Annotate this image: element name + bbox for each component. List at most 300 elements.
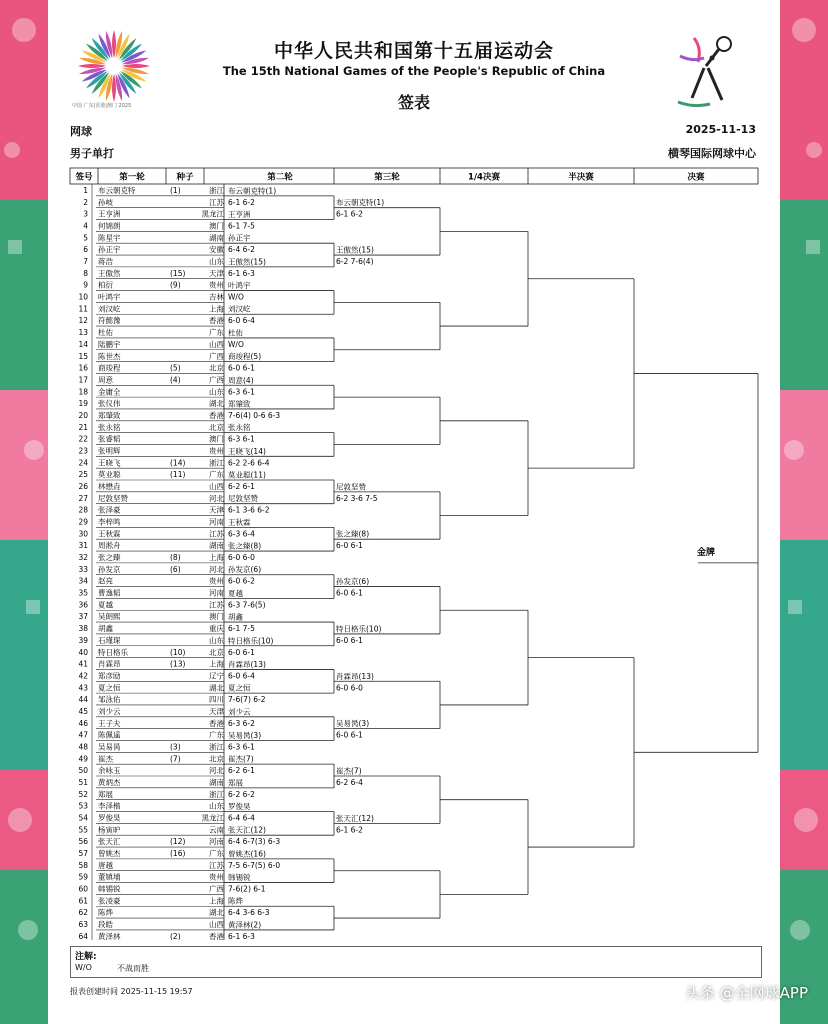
round1-player: 吴朗熙	[98, 612, 121, 622]
round1-player: 蒋浩	[98, 257, 113, 267]
draw-position: 13	[78, 328, 88, 338]
seed-number: (10)	[170, 647, 186, 657]
round2-score: 6-3 7-6(5)	[228, 600, 266, 610]
round2-winner: 张天汇(12)	[228, 825, 266, 835]
draw-position: 20	[78, 410, 88, 420]
draw-position: 19	[78, 399, 88, 409]
player-province: 黑龙江	[201, 209, 224, 219]
notes-box	[70, 946, 762, 978]
round1-player: 布云朝克特	[98, 186, 136, 195]
player-province: 浙江	[209, 789, 224, 799]
draw-position: 34	[78, 576, 88, 586]
draw-position: 54	[78, 813, 88, 823]
seed-number: (6)	[170, 564, 181, 574]
round1-player: 黄泽林	[98, 931, 121, 940]
player-province: 河南	[209, 517, 224, 527]
column-header-r3: 第三轮	[374, 172, 400, 183]
draw-bracket	[48, 0, 780, 940]
round2-winner: 莫业聪(11)	[228, 470, 266, 480]
player-province: 上海	[209, 659, 224, 669]
round3-score: 6-0 6-0	[336, 683, 363, 693]
seed-number: (8)	[170, 553, 181, 563]
player-province: 广西	[209, 375, 224, 385]
notes-value: 不战而胜	[117, 964, 149, 973]
draw-position: 57	[78, 849, 88, 859]
round2-score: 6-0 6-2	[228, 576, 255, 586]
round2-winner: 王秋霖	[228, 517, 251, 527]
round1-player: 张明辉	[98, 446, 121, 456]
round2-winner: 特日格乐(10)	[228, 636, 274, 646]
round2-winner: 陈烨	[228, 896, 243, 906]
round1-player: 郑展	[98, 789, 113, 799]
round1-player: 罗俊昊	[98, 813, 121, 823]
round2-winner: 张永铭	[228, 423, 251, 433]
column-header-r1: 第一轮	[119, 172, 145, 183]
round1-player: 陈世杰	[98, 351, 121, 361]
player-province: 山东	[209, 801, 224, 811]
round2-winner: 孙正宇	[228, 233, 251, 243]
player-province: 湖北	[209, 908, 224, 918]
round1-player: 莫业聪	[98, 470, 121, 480]
seed-number: (16)	[170, 849, 186, 859]
sport-label: 网球	[70, 125, 92, 138]
round2-winner: 尼敦坚赞	[228, 494, 258, 504]
round2-winner: 王晓飞(14)	[228, 446, 266, 456]
round1-player: 尼敦坚赞	[98, 493, 128, 503]
player-province: 天津	[209, 706, 224, 716]
draw-position: 42	[78, 671, 88, 681]
draw-position: 8	[83, 268, 88, 278]
seed-number: (4)	[170, 375, 181, 385]
seed-number: (14)	[170, 458, 186, 468]
seed-number: (1)	[170, 186, 181, 195]
round2-winner: 黄泽林(2)	[228, 920, 262, 930]
draw-position: 11	[78, 304, 88, 314]
round3-winner: 张之臻(8)	[336, 529, 370, 539]
round2-score: 6-0 6-4	[228, 671, 255, 681]
draw-position: 25	[78, 470, 88, 480]
round2-score: 6-3 6-1	[228, 742, 255, 752]
round1-player: 郑肇致	[98, 410, 121, 420]
player-province: 广东	[209, 470, 224, 480]
round2-score: 6-3 6-4	[228, 529, 255, 539]
draw-position: 22	[78, 434, 88, 444]
draw-position: 50	[78, 766, 88, 776]
round1-player: 余咏玉	[98, 766, 121, 776]
round1-player: 刘汉屹	[98, 304, 121, 314]
round1-player: 李梓鸣	[98, 517, 121, 527]
round2-winner: 张之臻(8)	[228, 541, 262, 551]
round2-score: 6-0 6-0	[228, 553, 255, 563]
round1-player: 石瑾琛	[98, 635, 121, 645]
draw-position: 48	[78, 742, 88, 752]
round2-score: 7-6(7) 6-2	[228, 695, 266, 705]
round1-player: 夏之恒	[98, 683, 121, 693]
draw-position: 6	[83, 245, 88, 255]
draw-position: 46	[78, 718, 88, 728]
round1-player: 韩锡锐	[98, 884, 121, 894]
player-province: 河南	[209, 588, 224, 598]
draw-position: 37	[78, 612, 88, 622]
round1-player: 周淞舟	[98, 541, 121, 551]
round2-score: 6-3 6-2	[228, 718, 255, 728]
seed-number: (12)	[170, 837, 186, 847]
round2-winner: 韩锡锐	[228, 873, 251, 883]
player-province: 广西	[209, 351, 224, 361]
player-province: 北京	[209, 422, 224, 432]
round3-score: 6-0 6-1	[336, 635, 363, 645]
player-province: 江苏	[209, 197, 224, 207]
draw-position: 14	[78, 339, 88, 349]
draw-position: 2	[83, 197, 88, 207]
draw-position: 24	[78, 458, 88, 468]
notes-title: 注解:	[75, 952, 97, 962]
player-province: 四川	[209, 695, 224, 705]
round2-score: 7-6(4) 0-6 6-3	[228, 410, 281, 420]
draw-position: 32	[78, 553, 88, 563]
round1-player: 李泽楷	[98, 801, 121, 811]
round2-score: 6-1 6-2	[228, 197, 255, 207]
player-province: 浙江	[209, 458, 224, 468]
draw-position: 44	[78, 695, 88, 705]
round1-player: 董镇埔	[98, 872, 121, 882]
right-band-pattern	[780, 0, 828, 1024]
draw-position: 12	[78, 316, 88, 326]
report-created-time: 报表创建时间 2025-11-15 19:57	[70, 987, 193, 996]
draw-position: 17	[78, 375, 88, 385]
round1-player: 肖霖昂	[98, 659, 121, 669]
right-decorative-band	[780, 0, 828, 1024]
player-province: 山西	[209, 339, 224, 349]
round1-player: 陈星宇	[98, 233, 121, 243]
round1-player: 吴易昺	[98, 742, 121, 752]
column-header-f: 决赛	[687, 172, 705, 183]
round2-score: 6-4 3-6 6-3	[228, 908, 270, 918]
player-province: 天津	[209, 505, 224, 515]
event-label: 男子单打	[70, 147, 114, 160]
player-province: 香港	[209, 316, 224, 326]
draw-position: 21	[78, 422, 88, 432]
seed-number: (13)	[170, 659, 186, 669]
draw-position: 63	[78, 920, 88, 930]
round2-score: 6-1 6-3	[228, 931, 255, 940]
round1-player: 陈烨	[98, 908, 113, 918]
round1-player: 叶鸿宇	[98, 292, 121, 302]
round2-score: 6-4 6-4	[228, 813, 255, 823]
column-header-sf: 半决赛	[568, 172, 594, 183]
player-province: 北京	[209, 647, 224, 657]
player-province: 澳门	[209, 434, 224, 444]
round1-player: 周意	[98, 375, 113, 385]
seed-number: (5)	[170, 363, 181, 373]
round2-score: 6-1 7-5	[228, 221, 255, 231]
draw-position: 5	[83, 233, 88, 243]
draw-position: 53	[78, 801, 88, 811]
round2-score: 6-0 6-4	[228, 316, 255, 326]
notes-key: W/O	[75, 963, 92, 972]
round1-player: 张永铭	[98, 422, 121, 432]
draw-position: 62	[78, 908, 88, 918]
round1-player: 王子夫	[98, 718, 121, 728]
round1-player: 黄炳杰	[98, 778, 121, 787]
draw-sheet	[48, 0, 780, 1024]
round2-winner: 刘汉屹	[228, 304, 251, 314]
player-province: 浙江	[209, 186, 224, 195]
round2-score: 6-4 6-7(3) 6-3	[228, 837, 281, 847]
round2-score: 6-1 6-3	[228, 268, 255, 278]
round1-player: 崔杰	[98, 754, 113, 764]
seed-number: (2)	[170, 931, 181, 940]
round3-winner: 特日格乐(10)	[336, 624, 382, 634]
round2-score: 6-2 6-1	[228, 766, 255, 776]
round2-winner: 夏越	[228, 588, 243, 598]
venue-label: 横琴国际网球中心	[668, 147, 756, 160]
player-province: 上海	[209, 896, 224, 906]
draw-position: 59	[78, 872, 88, 882]
player-province: 浙江	[209, 742, 224, 752]
player-province: 河北	[209, 493, 224, 503]
draw-position: 29	[78, 517, 88, 527]
seed-number: (9)	[170, 280, 181, 290]
round2-winner: 郑肇致	[228, 399, 251, 409]
player-province: 江苏	[209, 860, 224, 870]
player-province: 吉林	[209, 292, 224, 302]
player-province: 湖北	[209, 683, 224, 693]
column-header-row	[70, 168, 758, 184]
player-province: 广东	[209, 328, 224, 338]
player-province: 安徽	[209, 245, 224, 255]
round1-player: 曾姚杰	[98, 849, 121, 859]
round1-player: 张天汇	[98, 837, 121, 847]
seed-number: (15)	[170, 268, 186, 278]
player-province: 辽宁	[209, 671, 224, 681]
left-decorative-band	[0, 0, 48, 1024]
round2-winner: 夏之恒	[228, 683, 251, 693]
round1-player: 唐越	[98, 860, 113, 870]
draw-position: 27	[78, 493, 88, 503]
round2-score: 6-4 6-2	[228, 245, 255, 255]
round3-score: 6-1 6-2	[336, 209, 363, 219]
player-province: 湖北	[209, 399, 224, 409]
round1-player: 张凌豪	[98, 896, 121, 906]
round3-winner: 孙发京(6)	[336, 577, 370, 587]
player-province: 山东	[209, 387, 224, 397]
round2-score: 7-6(2) 6-1	[228, 884, 266, 894]
round1-player: 张泽豪	[98, 505, 121, 515]
draw-position: 64	[78, 931, 88, 940]
column-header-qf: 1/4决赛	[468, 172, 500, 183]
round2-winner: 吴易昺(3)	[228, 730, 262, 740]
round1-player: 孙发京	[98, 564, 121, 574]
round2-winner: 布云朝克特(1)	[228, 186, 277, 196]
draw-position: 58	[78, 860, 88, 870]
seed-number: (7)	[170, 754, 181, 764]
player-province: 澳门	[209, 612, 224, 622]
gold-medal-label: 金牌	[696, 547, 716, 558]
player-province: 河北	[209, 564, 224, 574]
player-province: 广东	[209, 730, 224, 740]
round2-score: 6-2 6-1	[228, 482, 255, 491]
round1-player: 林懋垚	[98, 482, 121, 491]
round1-player: 胡鑫	[98, 624, 113, 634]
round2-score: 7-5 6-7(5) 6-0	[228, 860, 281, 870]
draw-position: 9	[83, 280, 88, 290]
player-province: 贵州	[209, 576, 224, 586]
player-province: 广西	[209, 884, 224, 894]
draw-position: 36	[78, 600, 88, 610]
player-province: 湖南	[209, 233, 224, 243]
player-province: 上海	[209, 304, 224, 314]
draw-position: 10	[78, 292, 88, 302]
draw-position: 56	[78, 837, 88, 847]
player-province: 香港	[209, 410, 224, 420]
round1-player: 孙正宇	[98, 245, 121, 255]
round1-player: 郑彦劻	[98, 671, 121, 681]
round1-player: 王秋霖	[98, 529, 121, 539]
draw-position: 39	[78, 635, 88, 645]
player-province: 河北	[209, 766, 224, 776]
round2-winner: 崔杰(7)	[228, 754, 254, 764]
seed-number: (11)	[170, 470, 186, 480]
draw-position: 31	[78, 541, 88, 551]
draw-position: 51	[78, 778, 88, 787]
column-header-seed: 种子	[176, 172, 194, 183]
round1-player: 夏越	[98, 600, 113, 610]
round3-score: 6-0 6-1	[336, 588, 363, 598]
player-province: 山西	[209, 482, 224, 491]
draw-position: 43	[78, 683, 88, 693]
round2-winner: 杜佑	[228, 328, 243, 338]
player-province: 上海	[209, 553, 224, 563]
player-province: 重庆	[209, 624, 224, 634]
player-province: 江苏	[209, 600, 224, 610]
draw-position: 4	[83, 221, 88, 231]
player-province: 湖南	[209, 541, 224, 551]
draw-position: 38	[78, 624, 88, 634]
round1-player: 段皓	[98, 920, 113, 930]
player-province: 山东	[209, 257, 224, 267]
player-province: 山东	[209, 635, 224, 645]
round2-winner: 刘少云	[228, 707, 251, 717]
player-province: 北京	[209, 754, 224, 764]
round1-player: 孙岐	[98, 197, 113, 207]
player-province: 贵州	[209, 872, 224, 882]
round3-winner: 尼敦坚赞	[336, 482, 366, 492]
round2-winner: 郑展	[228, 778, 243, 788]
draw-position: 45	[78, 706, 88, 716]
player-province: 山西	[209, 920, 224, 930]
draw-position: 1	[83, 186, 88, 195]
watermark: 头条 @全网球APP	[684, 984, 808, 1002]
draw-date: 2025-11-13	[685, 123, 756, 136]
round3-winner: 张天汇(12)	[336, 813, 374, 823]
round3-winner: 布云朝克特(1)	[336, 198, 385, 208]
round1-player: 赵亮	[98, 576, 113, 586]
player-province: 江苏	[209, 529, 224, 539]
player-province: 黑龙江	[201, 813, 224, 823]
round1-player: 邹泳佑	[98, 695, 121, 705]
player-province: 香港	[209, 718, 224, 728]
logo-caption: 中国 广东|香港|澳门 2025	[72, 103, 132, 109]
round2-score: 6-1 7-5	[228, 624, 255, 634]
games-title-english: The 15th National Games of the People's Republic of China	[222, 64, 606, 78]
round2-score: W/O	[228, 292, 244, 302]
draw-position: 55	[78, 825, 88, 835]
round1-player: 张睿韬	[98, 434, 121, 444]
draw-position: 52	[78, 789, 88, 799]
round2-score: W/O	[228, 339, 244, 349]
round2-score: 6-2 2-6 6-4	[228, 458, 270, 468]
games-title: 中华人民共和国第十五届运动会	[273, 40, 554, 62]
draw-position: 49	[78, 754, 88, 764]
round3-winner: 吴易昺(3)	[336, 719, 370, 729]
round1-player: 张仪伟	[98, 399, 121, 409]
round1-player: 特日格乐	[98, 647, 128, 657]
left-band-pattern	[0, 0, 48, 1024]
round2-winner: 王亨洲	[228, 210, 251, 220]
player-province: 香港	[209, 931, 224, 940]
round3-winner: 肖霖昂(13)	[336, 671, 374, 681]
round1-player: 杨寅昈	[98, 825, 121, 835]
round3-winner: 崔杰(7)	[336, 766, 362, 776]
round2-winner: 孙发京(6)	[228, 565, 262, 575]
player-province: 云南	[209, 825, 224, 835]
round1-player: 王傲然	[98, 268, 121, 278]
seed-number: (3)	[170, 742, 181, 752]
round1-player: 金庸全	[98, 387, 121, 397]
round2-winner: 罗俊昊	[228, 802, 251, 812]
round3-score: 6-2 7-6(4)	[336, 257, 374, 267]
round3-score: 6-2 6-4	[336, 778, 363, 787]
draw-position: 47	[78, 730, 88, 740]
draw-position: 16	[78, 363, 88, 373]
player-province: 北京	[209, 363, 224, 373]
round2-score: 6-3 6-1	[228, 387, 255, 397]
round1-player: 杜佑	[98, 328, 113, 338]
round1-player: 柏衍	[98, 280, 113, 290]
round3-score: 6-1 6-2	[336, 825, 363, 835]
round2-score: 6-0 6-1	[228, 647, 255, 657]
player-province: 澳门	[209, 221, 224, 231]
round3-winner: 王傲然(15)	[336, 245, 374, 255]
draw-position: 7	[83, 257, 88, 267]
round2-winner: 肖霖昂(13)	[228, 659, 266, 669]
round1-player: 商竣程	[98, 363, 121, 373]
draw-position: 28	[78, 505, 88, 515]
player-province: 贵州	[209, 446, 224, 456]
round1-player: 王亨洲	[98, 209, 121, 219]
round2-score: 6-0 6-1	[228, 363, 255, 373]
draw-position: 18	[78, 387, 88, 397]
draw-position: 60	[78, 884, 88, 894]
round1-player: 张之臻	[98, 553, 121, 563]
player-province: 贵州	[209, 280, 224, 290]
round1-player: 刘少云	[98, 706, 121, 716]
column-header-r2: 第二轮	[267, 172, 293, 183]
round1-player: 陈佩遥	[98, 730, 121, 740]
round2-winner: 叶鸿宇	[228, 281, 251, 291]
round2-score: 6-2 6-2	[228, 789, 255, 799]
column-header-pos: 签号	[75, 172, 93, 183]
round2-score: 6-1 3-6 6-2	[228, 505, 270, 515]
round2-score: 6-3 6-1	[228, 434, 255, 444]
round1-player: 王晓飞	[98, 458, 121, 468]
draw-position: 41	[78, 659, 88, 669]
draw-position: 35	[78, 588, 88, 598]
player-province: 湖南	[209, 778, 224, 787]
draw-position: 26	[78, 482, 88, 491]
draw-position: 30	[78, 529, 88, 539]
